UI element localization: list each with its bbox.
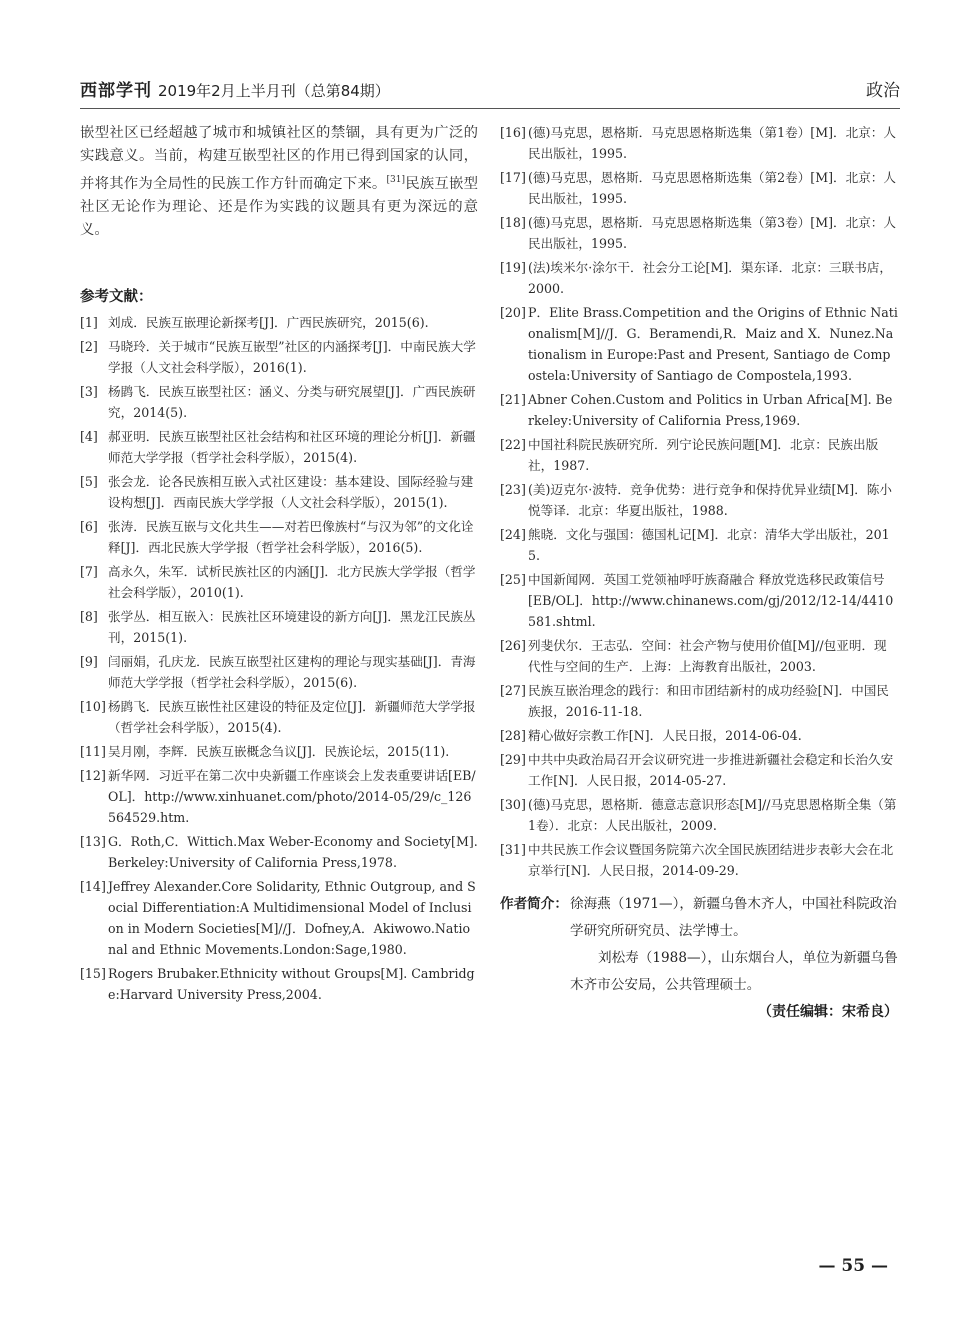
reference-item: [80, 831, 478, 873]
reference-number: [22]: [500, 437, 526, 452]
reference-item: [80, 516, 478, 558]
reference-number: [1]: [80, 314, 98, 330]
reference-number: [19]: [500, 260, 526, 275]
citation-marker: [31]: [386, 174, 405, 185]
reference-text: Rogers Brubaker.Ethnicity without Groups[M]. Cambridge:Harvard University Press,2004.: [108, 965, 475, 1002]
reference-text: 中国新闻网．英国工党领袖呼吁族裔融合 释放党选移民政策信号[EB/OL]．http://www.chinanews.com/gj/2012/12-14/4410581.shtml.: [528, 572, 894, 629]
reference-text: 张学丛．相互嵌入：民族社区环境建设的新方向[J]．黑龙江民族丛刊，2015(1).: [108, 608, 476, 645]
reference-text: 马晓玲．关于城市“民族互嵌型”社区的内涵探考[J]．中南民族大学学报（人文社会科学版），2016(1).: [108, 338, 476, 375]
body-paragraph: [80, 122, 478, 243]
section-name: 政治: [866, 80, 900, 101]
reference-number: [18]: [500, 215, 526, 230]
reference-item: [500, 257, 898, 299]
reference-number: [29]: [500, 752, 526, 767]
reference-item: [500, 680, 898, 722]
reference-text: 张涛．民族互嵌与文化共生——对若巴像族村“与汉为邻”的文化诠释[J]．西北民族大学学报（哲学社会科学版），2016(5).: [108, 518, 474, 555]
reference-item: [500, 167, 898, 209]
reference-item: [500, 569, 898, 632]
reference-item: [80, 336, 478, 378]
reference-item: [500, 434, 898, 476]
reference-item: [80, 651, 478, 693]
reference-item: [80, 426, 478, 468]
reference-number: [20]: [500, 305, 526, 320]
reference-text: 民族互嵌治理念的践行：和田市团结新村的成功经验[N]．中国民族报，2016-11-18.: [528, 683, 889, 719]
body-text-main: 嵌型社区已经超越了城市和城镇社区的禁锢，具有更为广泛的实践意义。当前，构建互嵌型社区的作用已得到国家的认同，并将其作为全局性的民族工作方针而确定下来。: [80, 125, 478, 192]
reference-item: [500, 302, 898, 386]
reference-item: [80, 312, 478, 333]
reference-number: [7]: [80, 563, 98, 579]
reference-number: [5]: [80, 473, 98, 489]
reference-text: (法)埃米尔·涂尔干．社会分工论[M]．渠东译．北京：三联书店，2000.: [528, 260, 892, 296]
reference-number: [13]: [80, 833, 106, 849]
author-bio-line-2: [500, 945, 898, 999]
reference-text: Abner Cohen.Custom and Politics in Urban Africa[M]. Berkeley:University of California Press,1969.: [528, 392, 893, 428]
reference-number: [23]: [500, 482, 526, 497]
author-bio-line-1: [500, 891, 898, 945]
reference-number: [27]: [500, 683, 526, 698]
reference-text: 新华网．习近平在第二次中央新疆工作座谈会上发表重要讲话[EB/OL]．http://www.xinhuanet.com/photo/2014-05/29/c_126564529.htm.: [108, 767, 476, 825]
author-bio-label: 作者简介：: [500, 896, 568, 912]
reference-number: [15]: [80, 965, 106, 981]
reference-item: [80, 696, 478, 738]
body-text-end: 民族互嵌型社区无论作为理论、还是作为实践的议题具有更为深远的意义。: [80, 175, 478, 239]
reference-item: [500, 749, 898, 791]
reference-text: 中共中央政治局召开会议研究进一步推进新疆社会稳定和长治久安工作[N]．人民日报，2014-05-27.: [528, 752, 894, 788]
reference-number: [14]: [80, 878, 106, 894]
reference-item: [80, 765, 478, 828]
reference-item: [80, 471, 478, 513]
reference-number: [26]: [500, 638, 526, 653]
right-column: [500, 122, 898, 1021]
reference-text: 杨鹍飞．民族互嵌型社区：涵义、分类与研究展望[J]．广西民族研究，2014(5).: [108, 383, 476, 420]
reference-item: [500, 524, 898, 566]
author-bio-text-1: 徐海燕（1971—），新疆乌鲁木齐人，中国社科院政治学研究所研究员、法学博士。: [570, 896, 897, 939]
reference-item: [500, 794, 898, 836]
reference-number: [9]: [80, 653, 98, 669]
reference-number: [12]: [80, 767, 106, 783]
reference-text: 精心做好宗教工作[N]．人民日报，2014-06-04.: [528, 728, 802, 743]
reference-number: [3]: [80, 383, 98, 399]
reference-number: [17]: [500, 170, 526, 185]
issue-info: 2019年2月上半月刊（总第84期）: [158, 81, 390, 100]
reference-number: [31]: [500, 842, 526, 857]
journal-name: 西部学刊: [80, 80, 152, 101]
reference-text: 杨鹍飞．民族互嵌性社区建设的特征及定位[J]．新疆师范大学学报（哲学社会科学版），2015(4).: [108, 698, 476, 735]
reference-text: 高永久，朱军．试析民族社区的内涵[J]．北方民族大学学报（哲学社会科学版），2010(1).: [108, 563, 476, 600]
reference-text: G．Roth,C．Wittich.Max Weber-Economy and Society[M]. Berkeley:University of California Press,1978.: [108, 833, 478, 870]
reference-text: 闫丽娟，孔庆龙．民族互嵌型社区建构的理论与现实基础[J]．青海师范大学学报（哲学社会科学版），2015(6).: [108, 653, 476, 690]
reference-text: 张会龙．论各民族相互嵌入式社区建设：基本建设、国际经验与建设构想[J]．西南民族大学学报（人文社会科学版），2015(1).: [108, 473, 474, 510]
reference-text: Jeffrey Alexander.Core Solidarity, Ethnic Outgroup, and Social Differentiation:A Multidimensional Model of Inclusion in Modern Societies[M]//J．Dofney,A．Akiwowo.National and Ethnic Movements.London:Sage,1980.: [108, 878, 476, 957]
reference-number: [10]: [80, 698, 106, 714]
left-column: [80, 122, 478, 1008]
reference-number: [24]: [500, 527, 526, 542]
header-divider: [80, 108, 900, 109]
author-bio-text-2: 刘松寿（1988—），山东烟台人，单位为新疆乌鲁木齐市公安局，公共管理硕士。: [570, 950, 898, 993]
reference-text: 列斐伏尔．王志弘．空间：社会产物与使用价值[M]//包亚明．现代性与空间的生产．上海：上海教育出版社，2003.: [528, 638, 887, 674]
reference-number: [28]: [500, 728, 526, 743]
reference-item: [80, 876, 478, 960]
reference-item: [500, 212, 898, 254]
references-title: 参考文献：: [80, 288, 153, 305]
reference-text: (德)马克思，恩格斯．德意志意识形态[M]//马克思恩格斯全集（第1卷）．北京：人民出版社，2009.: [528, 797, 897, 833]
reference-item: [80, 606, 478, 648]
reference-number: [2]: [80, 338, 98, 354]
references-list-left: [80, 312, 478, 1005]
header-left: [80, 76, 390, 101]
reference-item: [500, 725, 898, 746]
reference-text: (德)马克思，恩格斯．马克思恩格斯选集（第2卷）[M]．北京：人民出版社，1995.: [528, 170, 896, 206]
reference-text: 中国社科院民族研究所．列宁论民族问题[M]．北京：民族出版社，1987.: [528, 437, 879, 473]
reference-number: [11]: [80, 743, 106, 759]
reference-item: [80, 741, 478, 762]
references-list-right: [500, 122, 898, 881]
reference-number: [21]: [500, 392, 526, 407]
reference-number: [30]: [500, 797, 526, 812]
reference-item: [500, 479, 898, 521]
page-number: — 55 —: [818, 1256, 888, 1276]
reference-item: [500, 839, 898, 881]
page-header: [80, 74, 900, 102]
reference-text: 刘成．民族互嵌理论新探考[J]．广西民族研究，2015(6).: [108, 314, 429, 330]
reference-number: [6]: [80, 518, 98, 534]
reference-text: 中共民族工作会议暨国务院第六次全国民族团结进步表彰大会在北京举行[N]．人民日报，2014-09-29.: [528, 842, 894, 878]
reference-text: 吴月刚，李辉．民族互嵌概念刍议[J]．民族论坛，2015(11).: [108, 743, 450, 759]
reference-item: [80, 561, 478, 603]
reference-number: [4]: [80, 428, 98, 444]
reference-text: (美)迈克尔·波特．竞争优势：进行竞争和保持优异业绩[M]．陈小悦等译．北京：华夏出版社，1988.: [528, 482, 892, 518]
reference-item: [80, 963, 478, 1005]
reference-text: (德)马克思，恩格斯．马克思恩格斯选集（第3卷）[M]．北京：人民出版社，1995.: [528, 215, 896, 251]
reference-item: [500, 389, 898, 431]
reference-text: 熊晓．文化与强国：德国札记[M]．北京：清华大学出版社，2015.: [528, 527, 890, 563]
reference-text: (德)马克思，恩格斯．马克思恩格斯选集（第1卷）[M]．北京：人民出版社，1995.: [528, 125, 896, 161]
reference-item: [80, 381, 478, 423]
reference-number: [25]: [500, 572, 526, 587]
reference-item: [500, 122, 898, 164]
responsible-editor: （责任编辑：宋希良）: [758, 1004, 898, 1020]
author-bio: [500, 891, 898, 999]
reference-text: 郝亚明．民族互嵌型社区社会结构和社区环境的理论分析[J]．新疆师范大学学报（哲学社会科学版），2015(4).: [108, 428, 476, 465]
reference-item: [500, 635, 898, 677]
reference-number: [8]: [80, 608, 98, 624]
reference-number: [16]: [500, 125, 526, 140]
reference-text: P．Elite Brass.Competition and the Origins of Ethnic Nationalism[M]//J．G．Beramendi,R．Maiz and X．Nunez.Nationalism in Europe:Past and Present, Santiago de Compostela:University of Santiago de Compostela,1993.: [528, 305, 898, 383]
